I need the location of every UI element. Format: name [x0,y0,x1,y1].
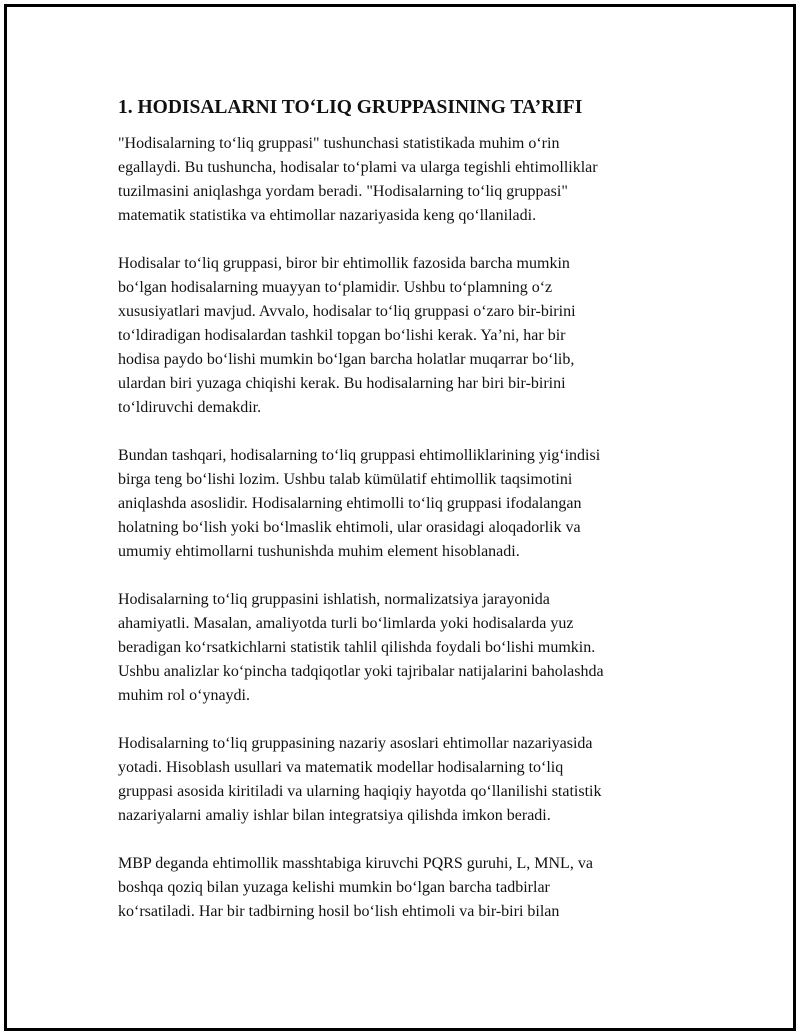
text-line: holatning bo‘lish yoki bo‘lmaslik ehtimoli, ular orasidagi aloqadorlik va [118,519,581,536]
text-line: "Hodisalarning to‘liq gruppasi" tushunchasi statistikada muhim o‘rin [118,135,560,152]
text-line: MBP deganda ehtimollik masshtabiga kiruvchi PQRS guruhi, L, MNL, va [118,855,593,872]
text-line: hodisa paydo bo‘lishi mumkin bo‘lgan barcha holatlar muqarrar bo‘lib, [118,351,575,368]
text-line: to‘ldiradigan hodisalardan tashkil topgan bo‘lishi kerak. Ya’ni, har bir [118,327,566,344]
text-line: Hodisalar to‘liq gruppasi, biror bir ehtimollik fazosida barcha mumkin [118,255,570,272]
text-line: ahamiyatli. Masalan, amaliyotda turli bo‘limlarda yoki hodisalarda yuz [118,615,574,632]
text-line: boshqa qoziq bilan yuzaga kelishi mumkin bo‘lgan barcha tadbirlar [118,879,550,896]
text-line: matematik statistika va ehtimollar nazariyasida keng qo‘llaniladi. [118,207,537,224]
paragraph-3 [118,444,698,564]
text-line: umumiy ehtimollarni tushunishda muhim element hisoblanadi. [118,543,520,560]
paragraph-1 [118,132,698,228]
text-line: muhim rol o‘ynaydi. [118,687,250,704]
text-line: Ushbu analizlar ko‘pincha tadqiqotlar yoki tajribalar natijalarini baholashda [118,663,604,680]
text-line: Hodisalarning to‘liq gruppasining nazariy asoslari ehtimollar nazariyasida [118,735,593,752]
text-line: beradigan ko‘rsatkichlarni statistik tahlil qilishda foydali bo‘lishi mumkin. [118,639,596,656]
text-line: egallaydi. Bu tushuncha, hodisalar to‘plami va ularga tegishli ehtimolliklar [118,159,598,176]
text-line: ko‘rsatiladi. Har bir tadbirning hosil bo‘lish ehtimoli va bir-biri bilan [118,903,560,920]
text-line: to‘ldiruvchi demakdir. [118,399,262,416]
text-line: bo‘lgan hodisalarning muayyan to‘plamidir. Ushbu to‘plamning o‘z [118,279,553,296]
text-line: Hodisalarning to‘liq gruppasini ishlatish, normalizatsiya jarayonida [118,591,550,608]
document-body [118,96,698,948]
text-line: yotadi. Hisoblash usullari va matematik modellar hodisalarning to‘liq [118,759,564,776]
text-line: xususiyatlari mavjud. Avvalo, hodisalar to‘liq gruppasi o‘zaro bir-birini [118,303,576,320]
paragraph-6 [118,852,698,924]
paragraph-2 [118,252,698,420]
text-line: tuzilmasini aniqlashga yordam beradi. "Hodisalarning to‘liq gruppasi" [118,183,568,200]
section-heading: 1. HODISALARNI TO‘LIQ GRUPPASINING TA’RIFI [118,97,583,118]
text-line: Bundan tashqari, hodisalarning to‘liq gruppasi ehtimolliklarining yig‘indisi [118,447,601,464]
paragraph-4 [118,588,698,708]
text-line: birga teng bo‘lishi lozim. Ushbu talab kümülatif ehtimollik taqsimotini [118,471,573,488]
text-line: nazariyalarni amaliy ishlar bilan integratsiya qilishda imkon beradi. [118,807,551,824]
text-line: aniqlashda asoslidir. Hodisalarning ehtimolli to‘liq gruppasi ifodalangan [118,495,582,512]
text-line: ulardan biri yuzaga chiqishi kerak. Bu hodisalarning har biri bir-birini [118,375,566,392]
paragraph-5 [118,732,698,828]
text-line: gruppasi asosida kiritiladi va ularning haqiqiy hayotda qo‘llanilishi statistik [118,783,602,800]
